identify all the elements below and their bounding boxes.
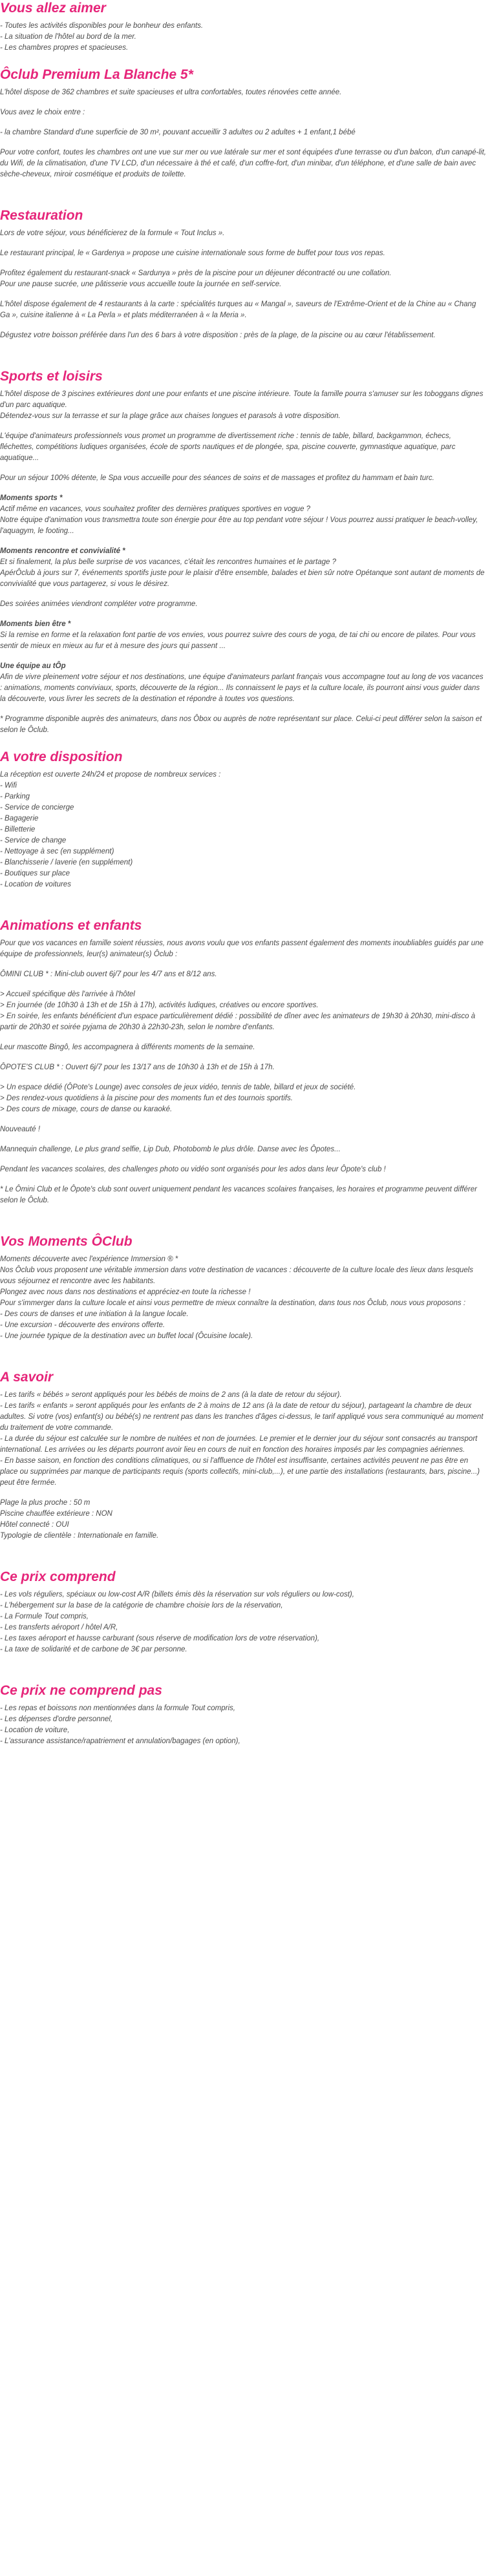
list-item: - Les transferts aéroport / hôtel A/R,	[0, 1624, 118, 1631]
list-item: - Les chambres propres et spacieuses.	[0, 44, 129, 52]
list-item: - Une journée typique de la destination avec un buffet local (Ôcuisine locale).	[0, 1332, 253, 1340]
paragraph: Pour un séjour 100% détente, le Spa vous accueille pour des séances de soins et de massages et profitez du hammam et bain turc.	[0, 474, 434, 482]
list-item: > En journée (de 10h30 à 13h et de 15h à 17h), activités ludiques, créatives ou encore sportives.	[0, 1001, 319, 1009]
section-prix-ne-comprend	[0, 1682, 486, 1747]
footnote: * Le Ômini Club et le Ôpote's club sont ouvert uniquement pendant les vacances scolaires françaises, les horaires et programme peuvent différer selon le Ôclub.	[0, 1186, 477, 1204]
list-item: - Les taxes aéroport et hausse carburant (sous réserve de modification lors de votre réservation),	[0, 1635, 320, 1642]
paragraph-line: ApérÔclub à jours sur 7, événements sportifs juste pour le plaisir d'être ensemble, balades et bien sûr notre Opétanque sont autant de moments de convivialité que vous partagerez, si vous le désirez.	[0, 569, 485, 588]
paragraph	[0, 389, 486, 422]
list-item: - Bagagerie	[0, 815, 39, 822]
paragraph-line: Pour s'immerger dans la culture locale et ainsi vous permettre de mieux connaître la destination, dans tous nos Ôclub, nous vous proposons :	[0, 1299, 466, 1307]
list-item: - La Formule Tout compris,	[0, 1613, 89, 1620]
list-item: - Service de concierge	[0, 804, 74, 812]
paragraph-line: La réception est ouverte 24h/24 et propose de nombreux services :	[0, 771, 221, 779]
subheading: Une équipe au tÔp	[0, 662, 66, 670]
section-oclub	[0, 67, 486, 180]
list-item: - Les tarifs « bébés » seront appliqués pour les bébés de moins de 2 ans (à la date de retour du séjour).	[0, 1391, 342, 1399]
list-item: - Service de change	[0, 837, 67, 844]
paragraph	[0, 268, 486, 290]
paragraph: - la chambre Standard d'une superficie de 30 m², pouvant accueillir 3 adultes ou 2 adultes + 1 enfant,1 bébé	[0, 129, 356, 136]
list-item: - La situation de l'hôtel au bord de la mer.	[0, 33, 136, 41]
list-item: - Blanchisserie / laverie (en supplément)	[0, 859, 133, 866]
paragraph-line: Nos Ôclub vous proposent une véritable immersion dans votre destination de vacances : découverte de la culture locale des lieux dans lesquels vous séjournez et rencontre avec les habitants.	[0, 1266, 473, 1285]
paragraph	[0, 1390, 486, 1489]
section-vos-moments	[0, 1233, 486, 1342]
paragraph: Pour votre confort, toutes les chambres ont une vue sur mer ou vue latérale sur mer et sont équipées d'une terrasse ou d'un balcon, d'un canapé-lit, du Wifi, de la climatisation, d'une TV LCD, d'un nécessaire à thé et café, d'un coffre-fort, d'un minibar, d'un téléphone, et d'une salle de bain avec sèche-cheveux, miroir cosmétique et produits de toilette.	[0, 149, 486, 178]
paragraph: L'hôtel dispose de 362 chambres et suite spacieuses et ultra confortables, toutes rénovées cette année.	[0, 89, 342, 96]
paragraph-line: Et si finalement, la plus belle surprise de vos vacances, c'était les rencontres humaines et le partage ?	[0, 558, 336, 566]
paragraph-line: Pour une pause sucrée, une pâtisserie vous accueille toute la journée en self-service.	[0, 280, 282, 288]
section-vous-allez-aimer	[0, 0, 486, 54]
list-item: - L'assurance assistance/rapatriement et annulation/bagages (en option),	[0, 1737, 240, 1745]
section-animations	[0, 917, 486, 1206]
paragraph-line: L'hôtel dispose de 3 piscines extérieures dont une pour enfants et une piscine intérieure. Toute la famille pourra s'amuser sur les toboggans dignes d'un parc aquatique.	[0, 390, 484, 409]
paragraph-line: Notre équipe d'animation vous transmettra toute son énergie pour être au top pendant votre séjour ! Vous pourrez aussi pratiquer le beach-volley, l'aquagym, le footing...	[0, 516, 478, 535]
paragraph: Nouveauté !	[0, 1126, 41, 1133]
list-item: - Boutiques sur place	[0, 870, 70, 877]
list-item: > Des cours de mixage, cours de danse ou karaoké.	[0, 1105, 173, 1113]
fact-item: Hôtel connecté : OUI	[0, 1521, 69, 1529]
section-title: Restauration	[0, 208, 83, 223]
paragraph-line: Actif même en vacances, vous souhaitez profiter des dernières pratiques sportives en vogue ?	[0, 505, 311, 513]
paragraph: Des soirées animées viendront compléter votre programme.	[0, 600, 198, 608]
list-item: - Une excursion - découverte des environs offerte.	[0, 1321, 165, 1329]
paragraph: Pendant les vacances scolaires, des challenges photo ou vidéo sont organisés pour les ados dans leur Ôpote's club !	[0, 1166, 386, 1173]
list-item: - Des cours de danses et une initiation à la langue locale.	[0, 1310, 189, 1318]
list-item: - Les dépenses d'ordre personnel,	[0, 1715, 113, 1723]
paragraph-line: Si la remise en forme et la relaxation font partie de vos envies, vous pourrez suivre des cours de yoga, de tai chi ou encore de pilates. Pour vous sentir de mieux en mieux au fur et à mesure des jours qui passent ...	[0, 631, 476, 650]
list-item: - Les vols réguliers, spéciaux ou low-cost A/R (billets émis dès la réservation sur vols réguliers ou low-cost),	[0, 1591, 354, 1598]
paragraph: Leur mascotte Bingô, les accompagnera à différents moments de la semaine.	[0, 1043, 255, 1051]
section-title: Vous allez aimer	[0, 1, 106, 16]
list-item: - Nettoyage à sec (en supplément)	[0, 848, 114, 855]
paragraph	[0, 989, 486, 1033]
paragraph: L'équipe d'animateurs professionnels vous promet un programme de divertissement riche : tennis de table, billard, backgammon, échecs, fléchettes, compétitions ludiques organisées, école de sports nautiques et de plongée, spa, piscine couverte, gymnastique aquatique, parc aquatique...	[0, 432, 456, 462]
paragraph: L'hôtel dispose également de 4 restaurants à la carte : spécialités turques au « Mangal », saveurs de l'Extrême-Orient et de la Chine au « Chang Ga », cuisine italienne à « La Perla » et plats méditerranéen à « la Meria ».	[0, 300, 476, 319]
paragraph: Mannequin challenge, Le plus grand selfie, Lip Dub, Photobomb le plus drôle. Danse avec les Ôpotes...	[0, 1146, 341, 1153]
list-item: > En soirée, les enfants bénéficient d'un espace particulièrement dédié : possibilité de dîner avec les animateurs de 19h30 à 20h30, mini-disco à partir de 20h30 et soirée pyjama de 20h30 à 22h30-23h, selon le nombre d'enfants.	[0, 1012, 476, 1031]
section-title: Ce prix comprend	[0, 1569, 116, 1584]
paragraph: Lors de votre séjour, vous bénéficierez de la formule « Tout Inclus ».	[0, 229, 225, 237]
paragraph: Le restaurant principal, le « Gardenya » propose une cuisine internationale sous forme de buffet pour tous vos repas.	[0, 249, 385, 257]
subheading: Moments sports *	[0, 494, 63, 502]
list-item: - Les repas et boissons non mentionnées dans la formule Tout compris,	[0, 1704, 235, 1712]
moments-bienetre	[0, 619, 486, 652]
paragraph: Vous avez le choix entre :	[0, 109, 85, 116]
list-item: > Des rendez-vous quotidiens à la piscine pour des moments fun et des tournois sportifs.	[0, 1094, 293, 1102]
list-item: - La durée du séjour est calculée sur le nombre de nuitées et non de journées. Le premier et le dernier jour du séjour sont consacrés au transport international. Les arrivées ou les départs pourront avoir lieu en cours de nuit en fonction des horaires imposés par les compagnies aériennes.	[0, 1435, 478, 1454]
paragraph: ÔMINI CLUB * : Mini-club ouvert 6j/7 pour les 4/7 ans et 8/12 ans.	[0, 970, 217, 978]
section-sports	[0, 368, 486, 736]
footnote: * Programme disponible auprès des animateurs, dans nos Ôbox ou auprès de notre représentant sur place. Celui-ci peut différer selon la saison et selon le Ôclub.	[0, 715, 482, 734]
paragraph-line: Afin de vivre pleinement votre séjour et nos destinations, une équipe d'animateurs parlant français vous accompagne tout au long de vos vacances : animations, moments conviviaux, sports, découverte de la région... Ils connaissent le pays et la culture locale, ils pourront ainsi vous guider dans la découverte, vous livrer les secrets de la destination et répondre à toutes vos questions.	[0, 673, 484, 703]
list-item: - L'hébergement sur la base de la catégorie de chambre choisie lors de la réservation,	[0, 1602, 283, 1609]
moments-rencontre	[0, 546, 486, 590]
fact-item: Typologie de clientèle : Internationale en famille.	[0, 1532, 159, 1540]
fact-item: Plage la plus proche : 50 m	[0, 1499, 91, 1507]
list-item: > Un espace dédié (ÔPote's Lounge) avec consoles de jeux vidéo, tennis de table, billard et jeux de société.	[0, 1084, 356, 1091]
paragraph: Dégustez votre boisson préférée dans l'un des 6 bars à votre disposition : près de la plage, de la piscine ou au cœur l'établissement.	[0, 331, 436, 339]
list-item: - Location de voitures	[0, 881, 71, 888]
section-title: Ce prix ne comprend pas	[0, 1683, 162, 1698]
paragraph-line: Profitez également du restaurant-snack « Sardunya » près de la piscine pour un déjeuner décontracté ou une collation.	[0, 269, 392, 277]
section-disposition	[0, 749, 486, 890]
section-restauration	[0, 207, 486, 341]
section-a-savoir	[0, 1369, 486, 1542]
moments-sports	[0, 493, 486, 537]
paragraph: ÔPOTE'S CLUB * : Ouvert 6j/7 pour les 13/17 ans de 10h30 à 13h et de 15h à 17h.	[0, 1063, 275, 1071]
list-item: - Location de voiture,	[0, 1726, 70, 1734]
paragraph-line: Plongez avec nous dans nos destinations et appréciez-en toute la richesse !	[0, 1288, 251, 1296]
section-title: A savoir	[0, 1370, 54, 1385]
paragraph	[0, 1082, 486, 1115]
section-title: Animations et enfants	[0, 918, 142, 933]
section-title: A votre disposition	[0, 749, 123, 764]
section-title: Vos Moments ÔClub	[0, 1234, 133, 1249]
section-title: Sports et loisirs	[0, 369, 103, 384]
subheading: Moments rencontre et convivialité *	[0, 547, 125, 555]
paragraph-line: Détendez-vous sur la terrasse et sur la plage grâce aux chaises longues et parasols à votre disposition.	[0, 412, 341, 420]
equipe	[0, 661, 486, 705]
fact-item: Piscine chauffée extérieure : NON	[0, 1510, 112, 1518]
list-item: - La taxe de solidarité et de carbone de 3€ par personne.	[0, 1646, 187, 1653]
section-title: Ôclub Premium La Blanche 5*	[0, 67, 193, 82]
list-item: - Les tarifs « enfants » seront appliqués pour les enfants de 2 à moins de 12 ans (à la date de retour du séjour), partageant la chambre de deux adultes. Si votre (vos) enfant(s) ou bébé(s) ne rentrent pas dans les tranches d'âges ci-dessus, le tarif appliqué vous sera communiqué au moment du traitement de votre commande.	[0, 1402, 484, 1432]
paragraph: Pour que vos vacances en famille soient réussies, nous avons voulu que vos enfants passent également des moments inoubliables guidés par une équipe de professionnels, leur(s) animateur(s) Ôclub :	[0, 939, 484, 958]
list-item: - Toutes les activités disponibles pour le bonheur des enfants.	[0, 22, 204, 30]
list-item: - Parking	[0, 793, 30, 801]
paragraph	[0, 1498, 486, 1542]
paragraph-line: Moments découverte avec l'expérience Immersion ® *	[0, 1255, 178, 1263]
section-prix-comprend	[0, 1569, 486, 1655]
list-item: > Accueil spécifique dès l'arrivée à l'hôtel	[0, 990, 135, 998]
list-item: - En basse saison, en fonction des conditions climatiques, ou si l'affluence de l'hôtel est insuffisante, certaines activités peuvent ne pas être en place ou supprimées par manque de participants requis (sports collectifs, mini-club,...), et une partie des installations (restaurants, bars, piscine...) peut être fermée.	[0, 1457, 480, 1487]
list-item: - Wifi	[0, 782, 17, 790]
subheading: Moments bien être *	[0, 620, 71, 628]
list-item: - Billetterie	[0, 826, 36, 833]
